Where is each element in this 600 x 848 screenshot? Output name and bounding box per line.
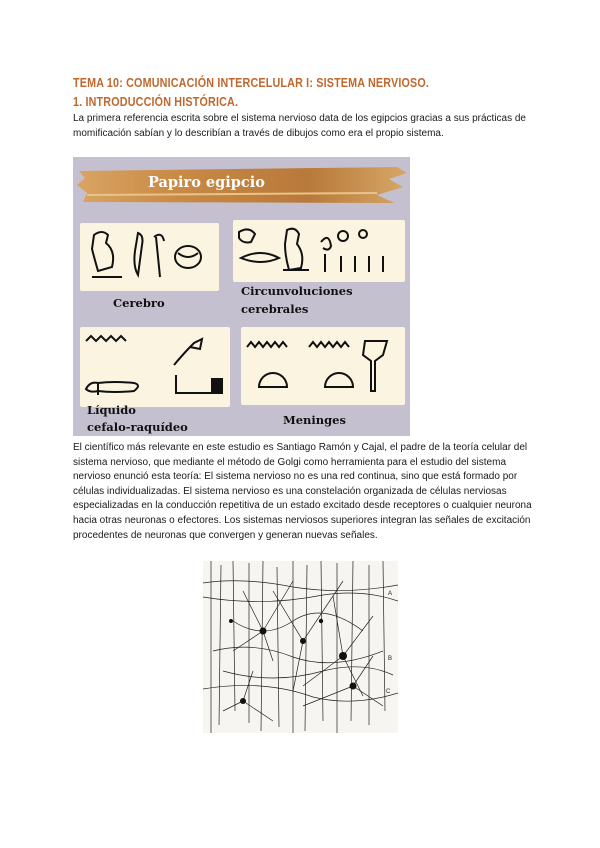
cajal-paragraph: El científico más relevante en este estudio es Santiago Ramón y Cajal, el padre de la teoría celular del sistema nervioso, que mediante el método de Golgi como herramienta para el estudio del sistema nervioso enunció esta teoría: El sistema nervioso no es una red continua, sino que está formado por células individualizadas. El sistema nervioso es una constelación organizada de células nerviosas especializadas en la conducción repetitiva de un estado excitado desde receptores o cualquier neurona hacia otras neuronas o efectores. Los sistemas nerviosos superiores integran las señales de excitación procedentes de neuronas que convergen y generan nuevas señales.	[73, 442, 532, 541]
panel-cerebro	[80, 223, 219, 291]
neuron-label-c: C	[386, 689, 391, 695]
papyrus-banner-title: Papiro egipcio	[148, 174, 265, 191]
intro-paragraph: La primera referencia escrita sobre el sistema nervioso data de los egipcios gracias a sus prácticas de momificación sabían y lo describían a través de dibujos como era el propio sistema.	[73, 113, 526, 139]
papyrus-figure	[73, 157, 410, 436]
cajal-neuron-figure	[203, 561, 398, 733]
label-circunvoluciones-1: Circunvoluciones	[241, 284, 353, 298]
label-liquido-1: Líquido	[87, 403, 136, 417]
panel-liquido	[80, 327, 230, 407]
cerebro-hieroglyph-icon	[80, 223, 219, 291]
panel-circunvoluciones	[233, 220, 405, 282]
liquido-hieroglyph-icon	[80, 327, 230, 407]
neuron-drawing-icon	[203, 561, 398, 733]
neuron-label-a: A	[388, 591, 393, 597]
label-cerebro: Cerebro	[113, 296, 165, 310]
section-heading: 1. INTRODUCCIÓN HISTÓRICA.	[73, 95, 239, 109]
label-circunvoluciones-2: cerebrales	[241, 302, 309, 316]
meninges-hieroglyph-icon	[241, 327, 405, 405]
page-title: TEMA 10: COMUNICACIÓN INTERCELULAR I: SISTEMA NERVIOSO.	[73, 76, 430, 90]
neuron-label-b: B	[388, 656, 393, 662]
panel-meninges	[241, 327, 405, 405]
label-liquido-2: cefalo-raquídeo	[87, 420, 188, 434]
label-meninges: Meninges	[283, 413, 346, 427]
circunvoluciones-hieroglyph-icon	[233, 220, 405, 282]
